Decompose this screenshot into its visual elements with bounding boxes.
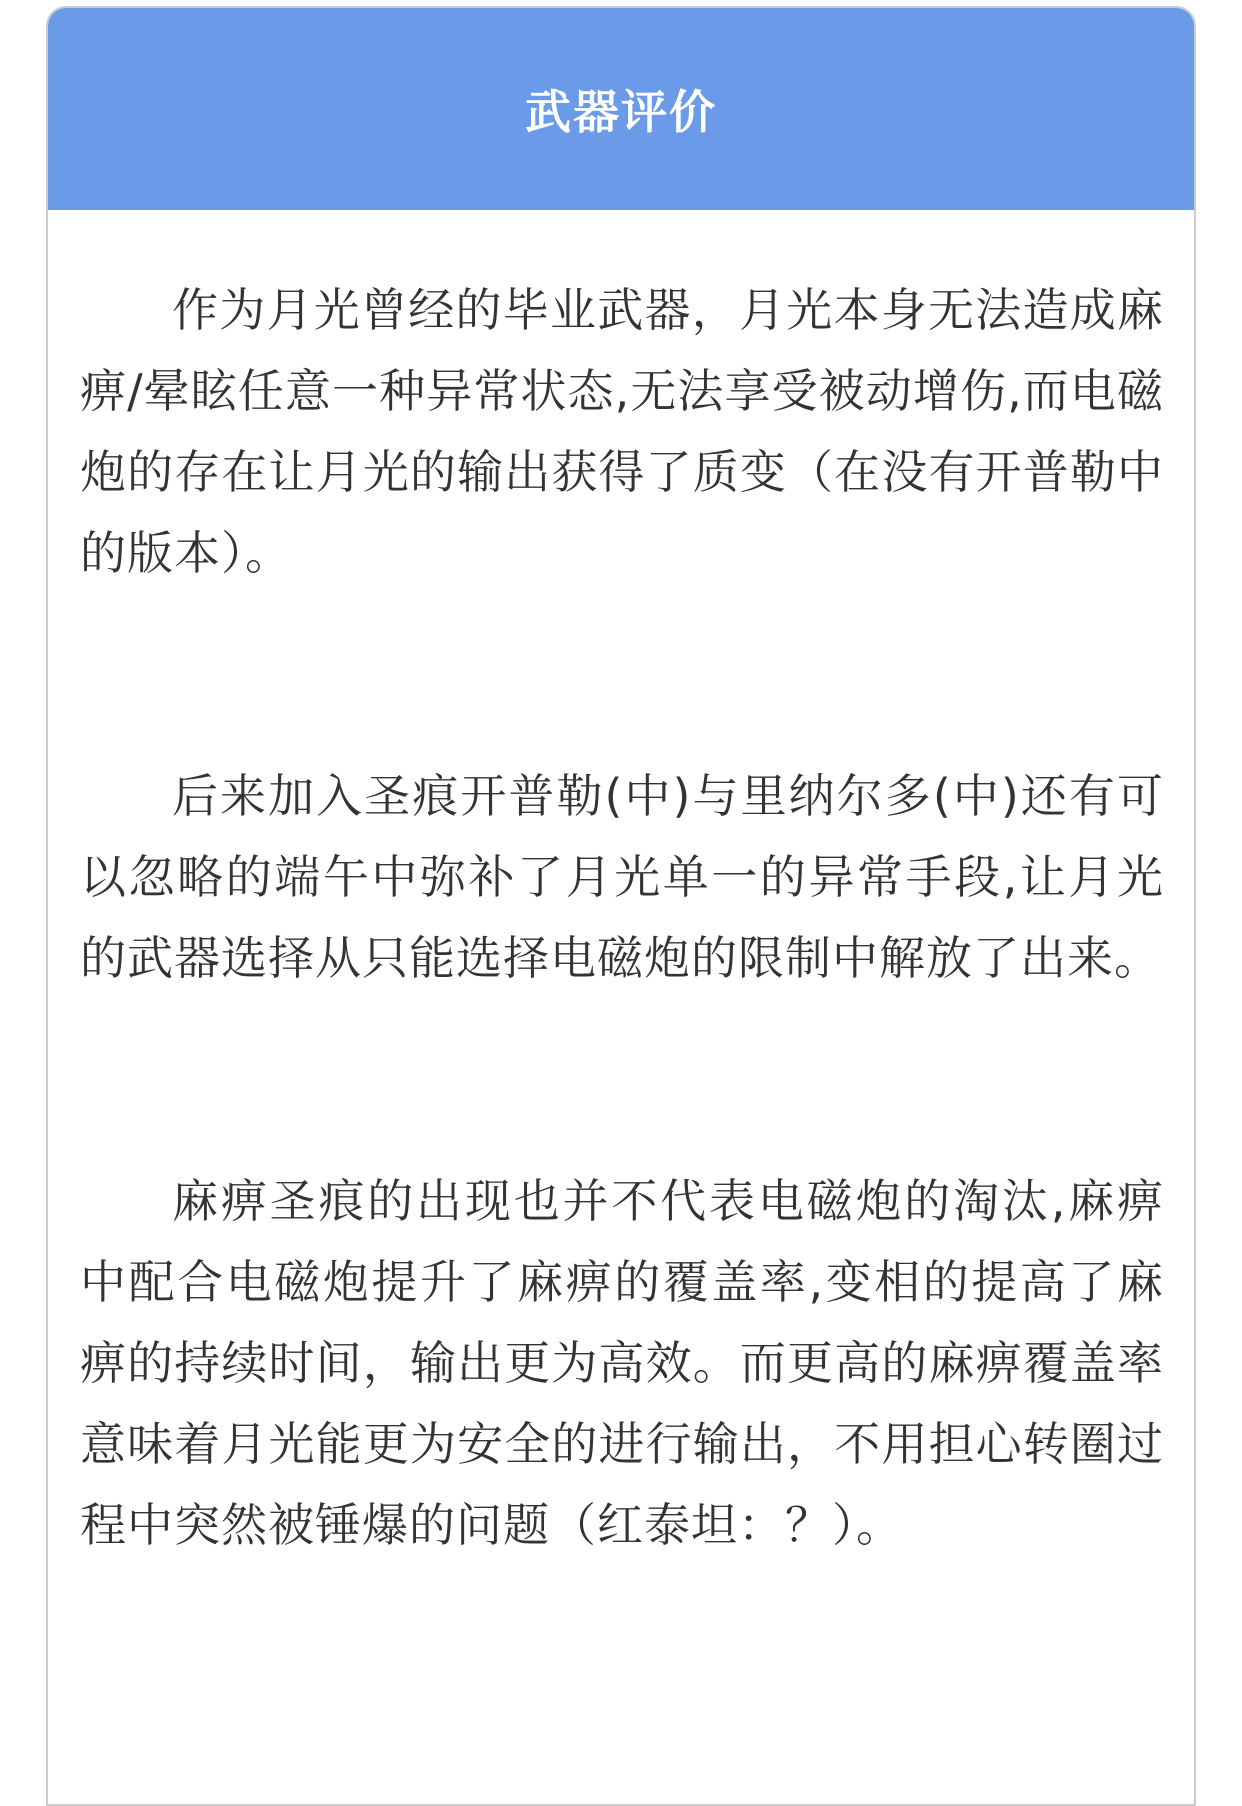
weapon-review-card	[46, 6, 1196, 1806]
review-paragraph-3: 麻痹圣痕的出现也并不代表电磁炮的淘汰,麻痹中配合电磁炮提升了麻痹的覆盖率,变相的提高了麻痹的持续时间，输出更为高效。而更高的麻痹覆盖率意味着月光能更为安全的进行输出，不用担心转圈过程中突然被锤爆的问题（红泰坦：？）。	[80, 1174, 1164, 1552]
section-title: 武器评价	[525, 85, 717, 139]
review-paragraph-1: 作为月光曾经的毕业武器，月光本身无法造成麻痹/晕眩任意一种异常状态,无法享受被动增伤,而电磁炮的存在让月光的输出获得了质变（在没有开普勒中的版本）。	[80, 283, 1164, 580]
card-body	[48, 210, 1194, 1566]
card-header	[48, 8, 1194, 210]
review-paragraph-2: 后来加入圣痕开普勒(中)与里纳尔多(中)还有可以忽略的端午中弥补了月光单一的异常手段,让月光的武器选择从只能选择电磁炮的限制中解放了出来。	[80, 769, 1164, 985]
